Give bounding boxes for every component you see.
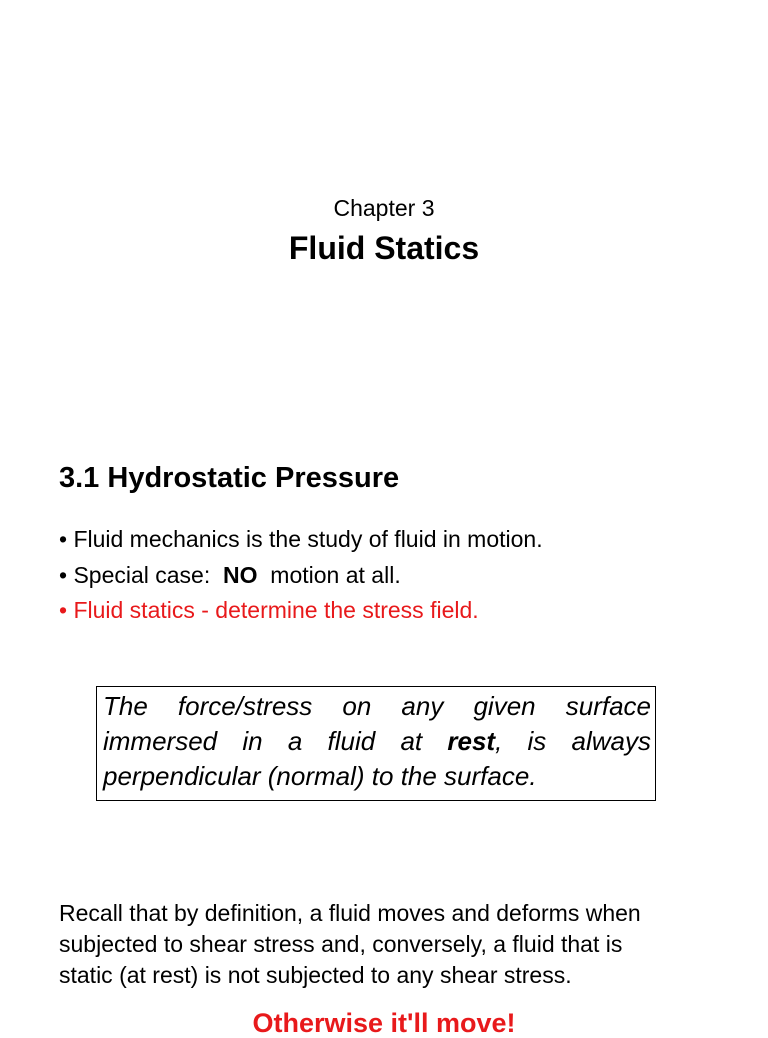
definition-line: The force/stress on any given surface	[103, 691, 651, 721]
chapter-label: Chapter 3	[333, 195, 435, 221]
chapter-title: Fluid Statics	[288, 230, 480, 266]
definition-emphasis: rest	[447, 726, 496, 756]
callout-text: Otherwise it'll move!	[252, 1008, 516, 1038]
bullet-item-fluid-statics: • Fluid statics - determine the stress field.	[59, 597, 479, 623]
bullet-item-special-case	[59, 561, 401, 589]
bullet-item-fluid-mechanics: • Fluid mechanics is the study of fluid in motion.	[59, 526, 543, 552]
definition-box	[96, 686, 656, 801]
paragraph-line: subjected to shear stress and, conversely, a fluid that is	[59, 931, 623, 957]
paragraph-line: Recall that by definition, a fluid moves and deforms when	[59, 900, 641, 926]
definition-text: , is always	[495, 726, 651, 756]
definition-line: perpendicular (normal) to the surface.	[103, 761, 537, 791]
definition-line	[103, 724, 651, 759]
recall-paragraph	[59, 898, 739, 991]
bullet-text: • Special case:	[59, 562, 224, 588]
definition-text: immersed in a fluid at	[103, 726, 448, 756]
section-heading: 3.1 Hydrostatic Pressure	[59, 462, 400, 494]
bullet-text: motion at all.	[257, 562, 401, 588]
bullet-emphasis: NO	[223, 562, 258, 588]
paragraph-line: static (at rest) is not subjected to any shear stress.	[59, 962, 572, 988]
